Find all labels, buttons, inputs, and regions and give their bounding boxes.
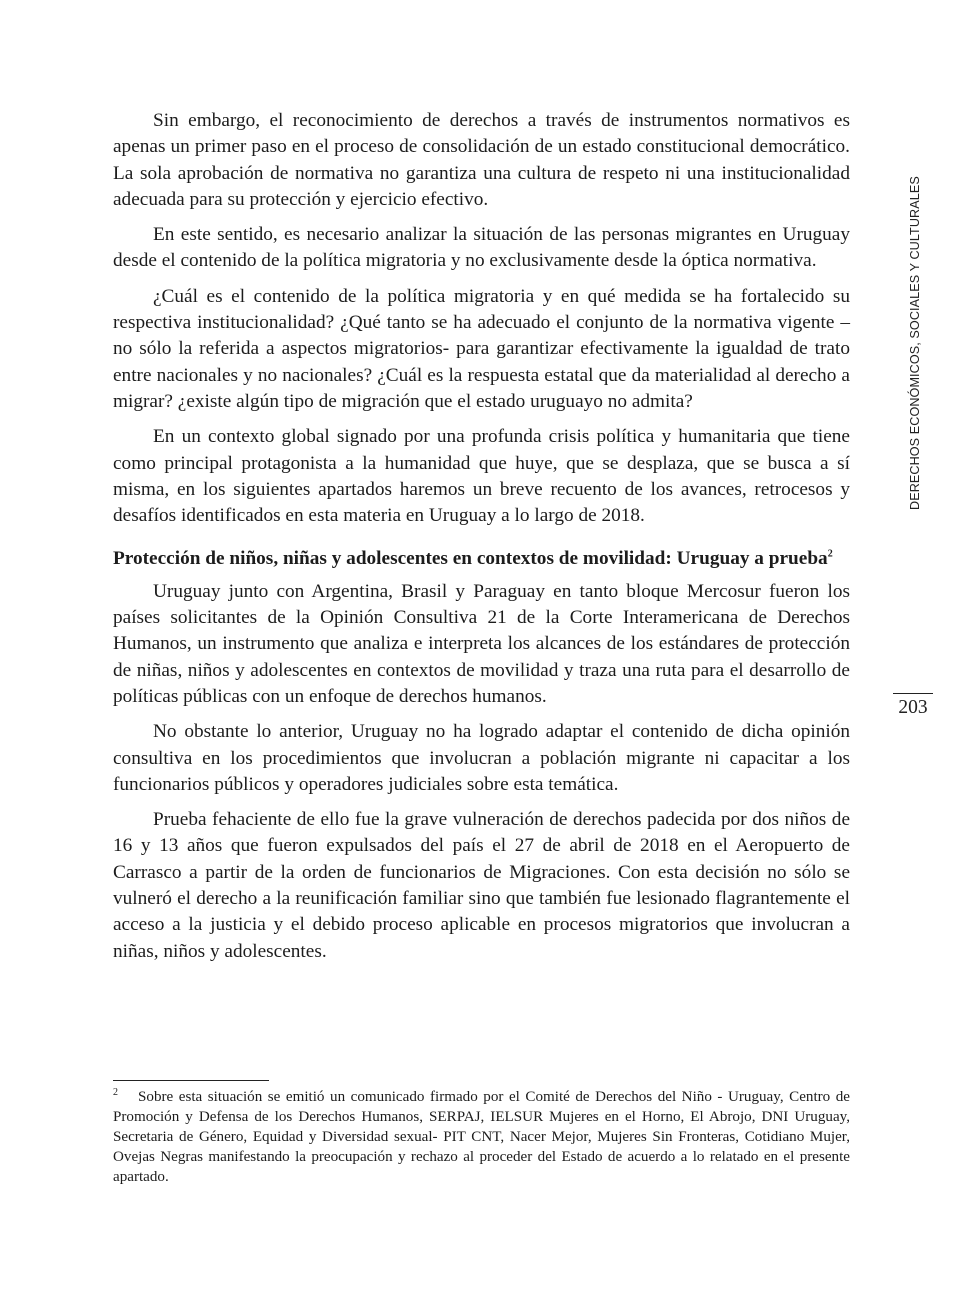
paragraph: No obstante lo anterior, Uruguay no ha logrado adaptar el contenido de dicha opinión consultiva en los procedimientos que involucran a población migrante ni capacitar a los funcionarios públicos y operadores judiciales sobre esta temática.	[113, 721, 850, 795]
footnote-marker: 2	[113, 1086, 118, 1098]
page-number: 203	[893, 693, 933, 719]
paragraph: ¿Cuál es el contenido de la política migratoria y en qué medida se ha fortalecido su respectiva institucionalidad? ¿Qué tanto se ha adecuado el conjunto de la normativa vigente – no sólo la referida a aspectos migratorios- para garantizar efectivamente la igualdad de trato entre nacionales y no nacionales? ¿Cuál es la respuesta estatal que da materialidad al derecho a migrar? ¿existe algún tipo de migración que el estado uruguayo no admita?	[113, 285, 850, 412]
running-head: DERECHOS ECONÓMICOS, SOCIALES Y CULTURALES	[908, 176, 922, 510]
footnote-divider	[113, 1080, 269, 1081]
paragraph: En este sentido, es necesario analizar la situación de las personas migrantes en Uruguay desde el contenido de la política migratoria y no exclusivamente desde la óptica normativa.	[113, 224, 850, 272]
paragraph: Uruguay junto con Argentina, Brasil y Paraguay en tanto bloque Mercosur fueron los países solicitantes de la Opinión Consultiva 21 de la Corte Interamericana de Derechos Humanos, un instrumento que analiza e interpreta los alcances de los estándares de protección de niñas, niños y adolescentes en contextos de movilidad y traza una ruta para el desarrollo de políticas públicas con un enfoque de derechos humanos.	[113, 580, 850, 707]
footnote-reference: 2	[827, 549, 833, 561]
body-text	[113, 108, 850, 974]
paragraph: Prueba fehaciente de ello fue la grave vulneración de derechos padecida por dos niños de 16 y 13 años que fueron expulsados del país el 27 de abril de 2018 en el Aeropuerto de Carrasco a partir de la orden de funcionarios de Migraciones. Con esta decisión no sólo se vulneró el derecho a la reunificación familiar sino que también fue lesionado flagrantemente el acceso a la justicia y el debido proceso aplicable en procesos migratorios que involucran a niñas, niños y adolescentes.	[113, 809, 850, 962]
footnote-text: Sobre esta situación se emitió un comunicado firmado por el Comité de Derechos del Niño - Uruguay, Centro de Promoción y Defensa de los Derechos Humanos, SERPAJ, IELSUR Mujeres en el Horno, El Abrojo, DNI Uruguay, Secretaria de Género, Equidad y Diversidad sexual- PIT CNT, Nacer Mejor, Mujeres Sin Fronteras, Cotidiano Mujer, Ovejas Negras manifestando la preocupación y rechazo al proceder del Estado de acuerdo a lo relatado en el presente apartado.	[113, 1089, 850, 1186]
paragraph: Sin embargo, el reconocimiento de derechos a través de instrumentos normativos es apenas un primer paso en el proceso de consolidación de un estado constitucional democrático. La sola aprobación de normativa no garantiza una cultura de respeto ni una institucionalidad adecuada para su protección y ejercicio efectivo.	[113, 110, 850, 210]
section-heading-text: Protección de niños, niñas y adolescentes en contextos de movilidad: Uruguay a prueba	[113, 548, 828, 570]
footnote	[113, 1087, 850, 1187]
paragraph: En un contexto global signado por una profunda crisis política y humanitaria que tiene como principal protagonista a la humanidad que huye, que se desplaza, que se busca a sí misma, en los siguientes apartados haremos un breve recuento de los avances, retrocesos y desafíos identificados en esta materia en Uruguay a lo largo de 2018.	[113, 426, 850, 527]
section-heading	[113, 546, 850, 572]
